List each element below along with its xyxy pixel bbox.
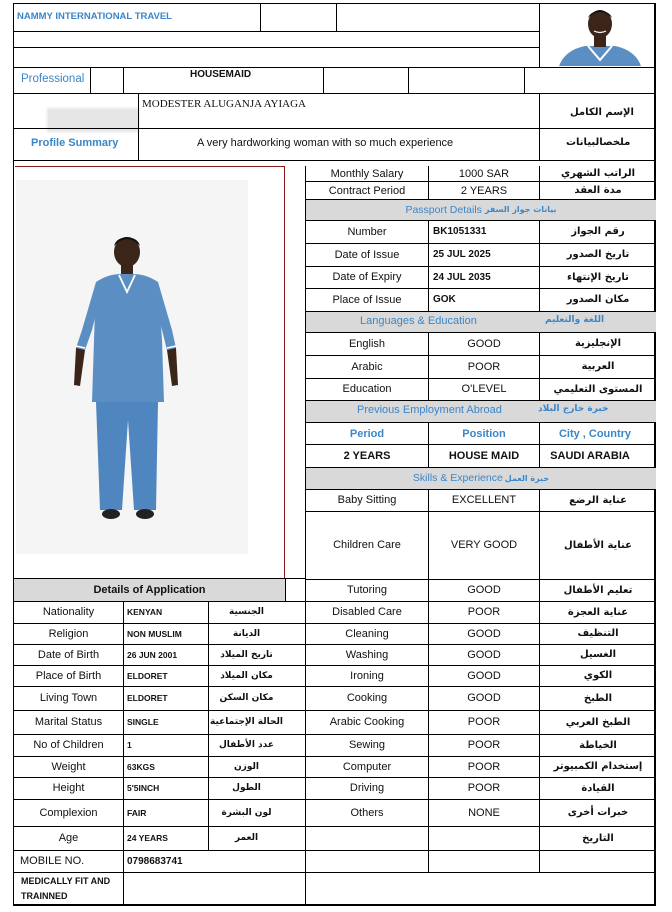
profile-summary-label: Profile Summary bbox=[31, 137, 119, 149]
passport-row-ar: تاريخ الصدور bbox=[566, 249, 630, 260]
skill-row-ar: الطبخ العربي bbox=[565, 716, 631, 728]
application-row-label: Height bbox=[52, 782, 85, 794]
skill-row-label: Washing bbox=[345, 648, 389, 661]
skill-row-value: GOOD bbox=[467, 584, 501, 596]
mobile-value: 0798683741 bbox=[127, 855, 183, 867]
profile-summary-ar: ملخصالبيانات bbox=[566, 137, 631, 148]
monthly-salary-ar: الراتب الشهري bbox=[561, 168, 635, 179]
contract-period-label: Contract Period bbox=[328, 184, 406, 197]
application-row-ar: عدد الأطفال bbox=[218, 740, 275, 750]
skill-row-ar: الخياطة bbox=[579, 739, 617, 751]
full-name: MODESTER ALUGANJA AYIAGA bbox=[142, 98, 306, 110]
skill-row-value: GOOD bbox=[467, 648, 501, 661]
passport-row-value: 24 JUL 2035 bbox=[433, 271, 491, 283]
application-row-value: NON MUSLIM bbox=[127, 628, 182, 639]
application-row-ar: مكان السكن bbox=[219, 693, 274, 703]
skill-row-value: POOR bbox=[467, 739, 501, 751]
monthly-salary-value: 1000 SAR bbox=[458, 167, 510, 180]
skill-row-value: EXCELLENT bbox=[451, 494, 517, 506]
skill-row-ar: القيادة bbox=[581, 782, 615, 794]
application-row-label: Religion bbox=[48, 627, 89, 640]
language-row-label: Education bbox=[342, 383, 392, 395]
application-row-label: Age bbox=[58, 832, 79, 844]
skill-row-ar: التنظيف bbox=[577, 628, 619, 639]
application-row-label: Complexion bbox=[39, 806, 98, 819]
passport-row-ar: تاريخ الإنتهاء bbox=[567, 271, 629, 283]
application-row-label: Date of Birth bbox=[37, 648, 100, 661]
employment-country: SAUDI ARABIA bbox=[550, 450, 630, 462]
application-row-value: ELDORET bbox=[127, 670, 168, 681]
application-row-value: 26 JUN 2001 bbox=[127, 649, 178, 660]
application-row-value: 63KGS bbox=[127, 761, 155, 772]
skill-row-value: VERY GOOD bbox=[450, 539, 518, 551]
skill-row-label: Disabled Care bbox=[332, 606, 402, 618]
skills-section-title: Skills & Experience خبرة العمل bbox=[412, 472, 550, 484]
skill-row-label: Others bbox=[350, 806, 384, 819]
skill-row-ar: عناية الأطفال bbox=[564, 539, 632, 551]
employment-position: HOUSE MAID bbox=[448, 450, 520, 462]
employment-section-title: Previous Employment Abroad bbox=[357, 404, 502, 416]
passport-row-value: 25 JUL 2025 bbox=[433, 249, 491, 260]
profile-summary-text: A very hardworking woman with so much experience bbox=[197, 137, 454, 149]
language-row-ar: المستوى التعليمي bbox=[553, 383, 643, 395]
skill-row-label: Baby Sitting bbox=[337, 494, 397, 506]
skill-row-label: Cooking bbox=[346, 692, 388, 704]
application-row-value: FAIR bbox=[127, 807, 147, 818]
monthly-salary-label: Monthly Salary bbox=[330, 167, 404, 180]
passport-row-label: Date of Expiry bbox=[332, 271, 402, 283]
employment-section-title-ar: خبرة خارج البلاد bbox=[538, 404, 609, 414]
application-row-value: SINGLE bbox=[127, 717, 159, 727]
passport-row-ar: رقم الجواز bbox=[571, 226, 625, 237]
employment-col-position: Position bbox=[462, 427, 506, 440]
medical-line2: TRAINNED bbox=[21, 891, 68, 901]
application-row-ar: الديانة bbox=[232, 628, 261, 639]
languages-section-title-ar: اللغة والتعليم bbox=[545, 315, 605, 325]
application-row-value: 5'5INCH bbox=[127, 783, 160, 793]
position-title: HOUSEMAID bbox=[190, 69, 252, 80]
medical-line1: MEDICALLY FIT AND bbox=[21, 876, 111, 886]
skill-row-label: Tutoring bbox=[347, 584, 387, 596]
languages-section-title: Languages & Education bbox=[360, 315, 477, 327]
language-row-label: English bbox=[348, 337, 386, 350]
application-row-label: Place of Birth bbox=[35, 669, 102, 682]
application-row-ar: الوزن bbox=[234, 761, 259, 772]
passport-row-label: Date of Issue bbox=[334, 248, 400, 261]
language-row-value: O'LEVEL bbox=[461, 383, 507, 395]
application-row-ar: الجنسية bbox=[229, 607, 264, 617]
application-row-label: No of Children bbox=[33, 739, 104, 751]
application-row-value: ELDORET bbox=[127, 693, 168, 703]
application-row-value: 24 YEARS bbox=[127, 833, 168, 843]
skill-row-value: GOOD bbox=[467, 692, 501, 704]
skill-row-label: Sewing bbox=[348, 739, 386, 751]
language-row-ar: العربية bbox=[581, 361, 615, 372]
application-row-value: KENYAN bbox=[127, 607, 163, 617]
contract-period-value: 2 YEARS bbox=[460, 184, 508, 197]
employment-col-country: City , Country bbox=[558, 427, 632, 440]
mobile-label: MOBILE NO. bbox=[20, 855, 85, 867]
skill-row-value: POOR bbox=[467, 606, 501, 618]
passport-row-value: GOK bbox=[433, 294, 456, 305]
application-row-label: Weight bbox=[51, 760, 86, 773]
application-row-label: Marital Status bbox=[34, 716, 103, 728]
skill-row-label: Computer bbox=[342, 760, 392, 773]
passport-row-ar: مكان الصدور bbox=[566, 294, 630, 305]
application-row-ar: الحالة الإجتماعية bbox=[210, 717, 283, 727]
skill-row-label: Cleaning bbox=[345, 627, 389, 640]
skill-row-ar: الغسيل bbox=[579, 649, 616, 660]
skill-row-value: POOR bbox=[467, 782, 501, 794]
skill-row-ar: خبرات أخرى bbox=[567, 807, 629, 818]
skill-row-label: Ironing bbox=[350, 669, 384, 682]
language-row-label: Arabic bbox=[351, 360, 383, 373]
agency-name: NAMMY INTERNATIONAL TRAVEL bbox=[17, 11, 172, 22]
passport-row-label: Number bbox=[347, 225, 387, 238]
passport-row-value: BK1051331 bbox=[433, 226, 487, 237]
passport-row-label: Place of Issue bbox=[332, 293, 402, 306]
skill-row-value: POOR bbox=[467, 760, 501, 773]
employment-period: 2 YEARS bbox=[343, 450, 391, 462]
professional-label: Professional bbox=[21, 73, 85, 85]
application-row-value: 1 bbox=[127, 740, 132, 750]
application-row-ar: لون البشرة bbox=[221, 807, 272, 818]
language-row-value: GOOD bbox=[467, 337, 501, 350]
full-body-photo bbox=[16, 180, 248, 554]
application-row-ar: العمر bbox=[234, 833, 259, 843]
skill-row-ar: عناية العجزة bbox=[567, 606, 629, 618]
skill-row-ar: تعليم الأطفال bbox=[563, 584, 633, 596]
skill-row-value: GOOD bbox=[467, 627, 501, 640]
skill-row-value: NONE bbox=[468, 806, 500, 819]
skill-row-value: POOR bbox=[467, 716, 501, 728]
skill-row-ar: الطبخ bbox=[583, 692, 613, 704]
full-name-ar: الإسم الكامل bbox=[570, 107, 634, 118]
contract-period-ar: مدة العقد bbox=[574, 185, 622, 196]
passport-section-title: Passport Details بيانات جواز السفر bbox=[405, 203, 557, 216]
skill-row-label: Children Care bbox=[333, 539, 401, 551]
application-row-ar: مكان الميلاد bbox=[220, 670, 273, 681]
skill-row-ar: الكوي bbox=[583, 670, 613, 681]
skill-row-ar: عناية الرضع bbox=[569, 494, 627, 506]
language-row-value: POOR bbox=[467, 360, 501, 373]
skill-row-value: GOOD bbox=[467, 669, 501, 682]
language-row-ar: الإنجليزية bbox=[574, 338, 622, 349]
date-ar: التاريخ bbox=[582, 832, 614, 844]
application-row-ar: تاريخ الميلاد bbox=[220, 649, 273, 660]
employment-col-period: Period bbox=[349, 427, 385, 440]
skill-row-label: Driving bbox=[349, 782, 385, 794]
application-row-ar: الطول bbox=[232, 783, 261, 793]
skill-row-ar: إستخدام الكمبيوتر bbox=[553, 761, 643, 772]
skill-row-label: Arabic Cooking bbox=[329, 716, 405, 728]
application-row-label: Living Town bbox=[39, 692, 98, 704]
application-row-label: Nationality bbox=[42, 606, 95, 618]
headshot-photo bbox=[555, 4, 645, 66]
application-section-title: Details of Application bbox=[93, 584, 206, 596]
